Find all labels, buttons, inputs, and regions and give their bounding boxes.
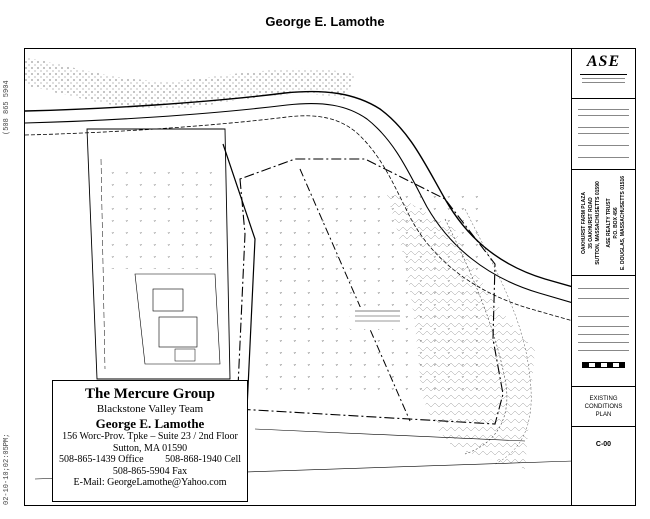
revision-block xyxy=(572,99,635,170)
fax-stamp xyxy=(0,0,14,519)
cell-phone: 508-868-1940 Cell xyxy=(165,454,241,465)
project-line: OAKHURST FARM PLAZA xyxy=(580,191,587,254)
project-line: SUTTON, MASSACHUSETTS 01590 xyxy=(594,180,601,265)
address-line-2: Sutton, MA 01590 xyxy=(112,442,188,454)
page-title: George E. Lamothe xyxy=(265,14,385,29)
logo-mark: ASE xyxy=(586,53,621,70)
sheet-title: EXISTING CONDITIONS PLAN xyxy=(572,387,635,427)
agent-name: George E. Lamothe xyxy=(95,416,205,431)
wetland-band xyxy=(25,57,355,109)
team-name: Blackstone Valley Team xyxy=(96,403,204,415)
fax-stamp-number: (508 865 5904 xyxy=(3,80,11,135)
lot-label xyxy=(350,307,405,329)
title-block xyxy=(571,49,635,505)
drawing-info-grid xyxy=(572,276,635,387)
project-line: P.O. BOX 456 xyxy=(612,206,619,239)
project-line: 35 OAKHURST ROAD xyxy=(587,196,594,249)
sheet-number: C-00 xyxy=(595,441,612,448)
fax-number: 508-865-5904 Fax xyxy=(112,465,188,477)
fax-stamp-datetime: 02-10-10;02:05PM; xyxy=(3,433,11,505)
address-line-1: 156 Worc-Prov. Tpke – Suite 23 / 2nd Floor xyxy=(62,431,238,442)
graphic-scale xyxy=(582,362,625,368)
firm-name: The Mercure Group xyxy=(85,386,215,402)
business-card xyxy=(52,380,248,502)
office-phone: 508-865-1439 Office xyxy=(59,454,144,465)
project-info xyxy=(572,170,635,276)
email-address: E-Mail: GeorgeLamothe@Yahoo.com xyxy=(73,477,227,488)
firm-logo xyxy=(572,49,635,99)
project-line: ASE REALTY TRUST xyxy=(605,197,612,248)
project-line: E. DOUGLAS, MASSACHUSETTS 01516 xyxy=(619,175,626,270)
